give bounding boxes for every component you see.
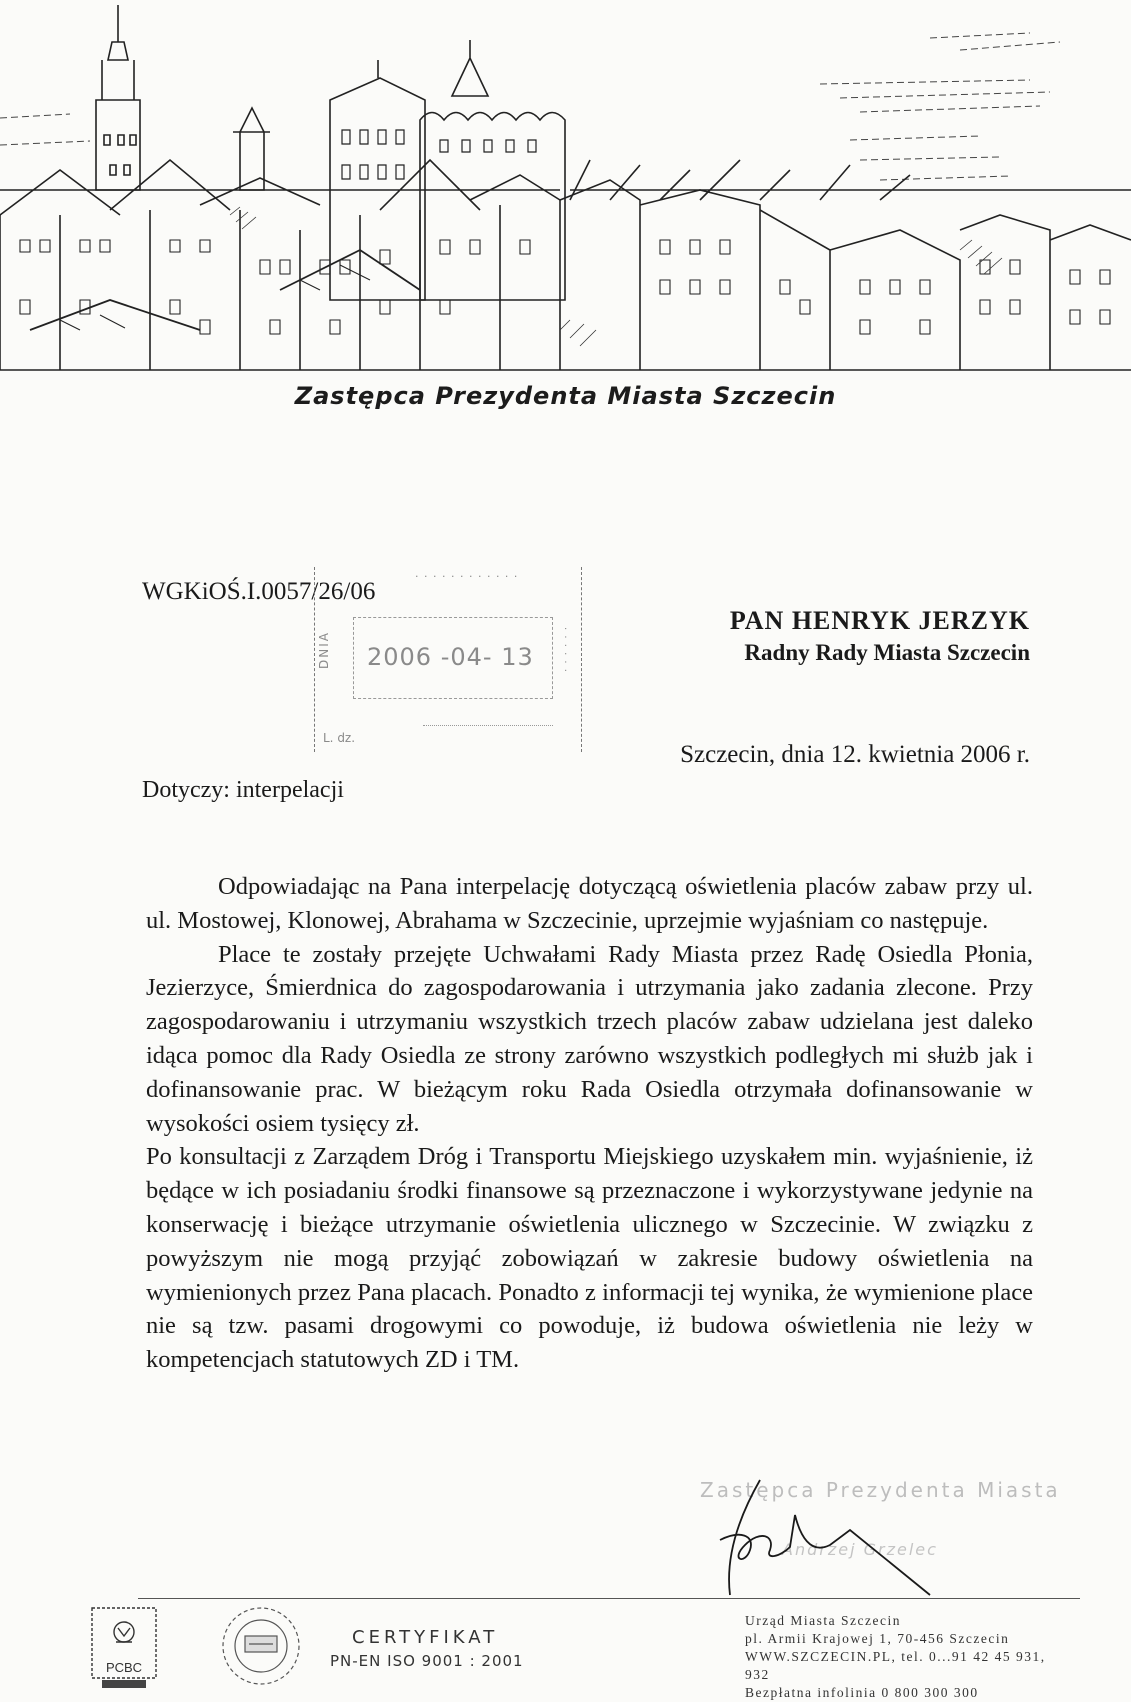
stamp-ldz-label: L. dz.	[323, 731, 356, 745]
recipient-role: Radny Rady Miasta Szczecin	[744, 640, 1030, 665]
footer-divider	[138, 1598, 1080, 1599]
office-title: Zastępca Prezydenta Miasta Szczecin	[294, 382, 837, 410]
signature-stamp-name: Andrzej Grzelec	[782, 1540, 938, 1559]
office-address	[745, 1612, 1065, 1702]
body-paragraph-1: Odpowiadając na Pana interpelację dotyczącą oświetlenia placów zabaw przy ul. ul. Mostowej, Klonowej, Abrahama w Szczecinie, uprzejmie wyjaśniam co następuje.	[146, 873, 1033, 934]
subject-line: Dotyczy: interpelacji	[142, 777, 344, 803]
certificate-label: CERTYFIKAT	[352, 1627, 499, 1648]
stamp-ldz-line	[423, 725, 553, 726]
stamp-header: · · · · · · · · · · · ·	[415, 570, 519, 583]
stamp-side-text: · · · · · ·	[559, 627, 570, 673]
recipient-name: PAN HENRYK JERZYK	[729, 606, 1030, 635]
signature-stamp-title: Zastępca Prezydenta Miasta	[700, 1478, 1061, 1502]
address-line: WWW.SZCZECIN.PL, tel. 0...91 42 45 931, 932	[745, 1649, 1046, 1682]
place-and-date: Szczecin, dnia 12. kwietnia 2006 r.	[680, 741, 1030, 768]
recipient-block	[520, 606, 1030, 666]
certificate-standard: PN-EN ISO 9001 : 2001	[330, 1652, 524, 1670]
body-paragraph-2: Place te zostały przejęte Uchwałami Rady Miasta przez Radę Osiedla Płonia, Jezierzyce, Śmierdnica do zagospodarowania i utrzymania jako zadania zlecone. Przy zagospodarowaniu i utrzymaniu wszystkich trzech placów zabaw udzielana jest daleko idąca pomoc dla Rady Osiedla ze strony zarówno wszystkich podległych mi służb jak i dofinansowanie prac. W bieżącym roku Rada Osiedla otrzymała dofinansowanie w wysokości osiem tysięcy zł.	[146, 940, 1033, 1137]
city-skyline-illustration	[0, 0, 1131, 380]
stamp-date: 2006 -04- 13	[367, 643, 534, 671]
address-line: Bezpłatna infolinia 0 800 300 300	[745, 1685, 979, 1700]
address-line: Urząd Miasta Szczecin	[745, 1613, 901, 1628]
handwritten-signature	[700, 1475, 940, 1605]
svg-text:PCBC: PCBC	[105, 1660, 143, 1675]
certificate-seal-icon	[215, 1604, 307, 1688]
address-line: pl. Armii Krajowej 1, 70-456 Szczecin	[745, 1631, 1010, 1646]
stamp-dnia-label: DNIA	[317, 631, 331, 669]
letter-body	[146, 870, 1033, 1377]
reference-number: WGKiOŚ.I.0057/26/06	[142, 578, 376, 605]
pcbc-logo	[82, 1602, 166, 1692]
body-paragraph-3: Po konsultacji z Zarządem Dróg i Transportu Miejskiego uzyskałem min. wyjaśnienie, iż będące w ich posiadaniu środki finansowe są przeznaczone i wykorzystywane jedynie na konserwację i bieżące utrzymanie oświetlenia ulicznego w Szczecinie. W związku z powyższym nie mogą przyjąć zobowiązań w zakresie budowy oświetlenia na wymienionych przez Pana placach. Ponadto z informacji tej wynika, że wymienione place nie są tzw. pasami drogowymi co powoduje, iż budowa oświetlenia nie leży w kompetencjach statutowych ZD i TM.	[146, 1143, 1033, 1374]
